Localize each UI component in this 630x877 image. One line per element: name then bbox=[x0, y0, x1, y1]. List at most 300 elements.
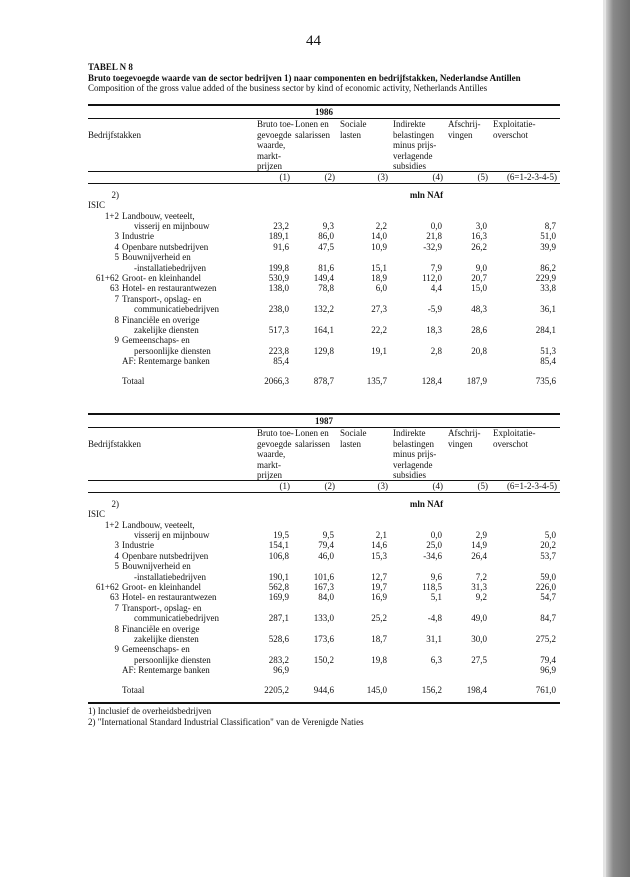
total-value: 2205,2 bbox=[264, 684, 289, 695]
cell-value bbox=[255, 561, 293, 571]
table-row bbox=[88, 221, 560, 231]
cell-value: 2,9 bbox=[475, 529, 487, 540]
total-row bbox=[88, 376, 560, 386]
cell-value: 19,1 bbox=[371, 345, 387, 356]
cell-value bbox=[293, 356, 338, 366]
column-header bbox=[491, 470, 560, 481]
cell-value: 275,2 bbox=[535, 634, 556, 645]
activity-label: -installatiebedrijven bbox=[134, 571, 206, 582]
total-label: Totaal bbox=[122, 684, 145, 695]
cell-value: 51,0 bbox=[540, 231, 556, 242]
column-number: (3) bbox=[338, 481, 391, 492]
activity-label: Industrie bbox=[122, 231, 154, 242]
column-header bbox=[491, 151, 560, 161]
cell-value: 39,9 bbox=[540, 241, 556, 252]
column-header bbox=[293, 449, 338, 459]
activity-label: Transport-, opslag- en bbox=[122, 602, 202, 613]
cell-value: 284,1 bbox=[535, 325, 556, 336]
column-header: verlagende bbox=[393, 459, 433, 470]
cell-value: 49,0 bbox=[471, 613, 487, 624]
row-header-label: Bedrijfstakken bbox=[88, 438, 141, 449]
cell-value: 20,2 bbox=[540, 540, 556, 551]
cell-value: 149,4 bbox=[313, 273, 334, 284]
isic-code bbox=[88, 634, 122, 644]
cell-value: 16,9 bbox=[371, 592, 387, 603]
column-header: belastingen bbox=[393, 129, 434, 140]
column-number: (5) bbox=[446, 172, 491, 183]
total-value: 761,0 bbox=[535, 684, 556, 695]
table-row bbox=[88, 294, 560, 304]
column-header bbox=[446, 460, 491, 470]
cell-value: 96,9 bbox=[540, 665, 556, 676]
cell-value: 229,9 bbox=[535, 273, 556, 284]
isic-code bbox=[88, 655, 122, 665]
spacer bbox=[88, 376, 122, 386]
cell-value: 84,7 bbox=[540, 613, 556, 624]
spacer bbox=[88, 676, 560, 685]
activity-label: Landbouw, veeteelt, bbox=[122, 210, 195, 221]
column-header: gevoegde bbox=[257, 129, 292, 140]
table-1987 bbox=[88, 413, 560, 695]
activity-label: communicatiebedrijven bbox=[134, 613, 219, 624]
cell-value: 31,1 bbox=[426, 634, 442, 645]
isic-code: 61+62 bbox=[95, 582, 119, 593]
row-header-label bbox=[88, 428, 255, 439]
table-row bbox=[88, 273, 560, 283]
page-number: 44 bbox=[306, 33, 321, 49]
cell-value bbox=[338, 211, 391, 221]
column-header bbox=[446, 449, 491, 459]
cell-value: 517,3 bbox=[268, 325, 289, 336]
cell-value: -5,9 bbox=[427, 304, 442, 315]
isic-label: ISIC bbox=[88, 509, 106, 520]
cell-value bbox=[255, 624, 293, 634]
table-heading bbox=[88, 62, 521, 94]
column-header bbox=[293, 140, 338, 150]
column-header: subsidies bbox=[393, 160, 427, 171]
column-header: Afschrij- bbox=[448, 119, 481, 130]
table-row bbox=[88, 582, 560, 592]
column-header bbox=[446, 470, 491, 481]
cell-value: 167,3 bbox=[313, 582, 334, 593]
column-header bbox=[293, 470, 338, 481]
activity-label: Groot- en kleinhandel bbox=[122, 582, 201, 593]
cell-value: 0,0 bbox=[430, 529, 442, 540]
cell-value: 9,0 bbox=[475, 262, 487, 273]
table-row bbox=[88, 211, 560, 221]
cell-value bbox=[338, 520, 391, 530]
cell-value bbox=[255, 252, 293, 262]
column-number-row bbox=[88, 172, 560, 183]
spacer bbox=[88, 481, 255, 492]
cell-value: 19,8 bbox=[371, 654, 387, 665]
year-row bbox=[88, 414, 560, 428]
table-row bbox=[88, 520, 560, 530]
cell-value: 129,8 bbox=[313, 345, 334, 356]
column-header bbox=[491, 140, 560, 150]
cell-value: 25,0 bbox=[426, 540, 442, 551]
isic-row bbox=[88, 200, 560, 210]
row-header-label bbox=[88, 449, 255, 459]
isic-row bbox=[88, 509, 560, 519]
cell-value: 7,9 bbox=[430, 262, 442, 273]
cell-value: -34,6 bbox=[423, 550, 442, 561]
table-row bbox=[88, 592, 560, 602]
row-header-label bbox=[88, 460, 255, 470]
column-header: verlagende bbox=[393, 150, 433, 161]
title-english: Composition of the gross value added of the business sector by kind of economic activity, Netherlands Antilles bbox=[88, 83, 488, 93]
isic-code: 9 bbox=[114, 335, 119, 346]
cell-value: 54,7 bbox=[540, 592, 556, 603]
cell-value: 164,1 bbox=[313, 325, 334, 336]
footnote-marker: 2) bbox=[111, 189, 119, 200]
cell-value: 223,8 bbox=[268, 345, 289, 356]
footnotes bbox=[88, 702, 560, 727]
cell-value: 23,2 bbox=[273, 220, 289, 231]
isic-code bbox=[88, 665, 122, 675]
activity-label: Landbouw, veeteelt, bbox=[122, 519, 195, 530]
cell-value: 86,0 bbox=[318, 231, 334, 242]
cell-value: 19,5 bbox=[273, 529, 289, 540]
data-table bbox=[88, 413, 560, 695]
cell-value: 36,1 bbox=[540, 304, 556, 315]
column-header bbox=[293, 151, 338, 161]
header-row bbox=[88, 439, 560, 449]
cell-value bbox=[391, 520, 446, 530]
table-row bbox=[88, 315, 560, 325]
cell-value bbox=[255, 603, 293, 613]
cell-value: 18,7 bbox=[371, 634, 387, 645]
column-header bbox=[293, 460, 338, 470]
cell-value bbox=[391, 315, 446, 325]
isic-code bbox=[88, 530, 122, 540]
cell-value bbox=[255, 315, 293, 325]
cell-value bbox=[255, 294, 293, 304]
cell-value: 79,4 bbox=[540, 654, 556, 665]
cell-value: 30,0 bbox=[471, 634, 487, 645]
column-header: Exploitatie- bbox=[493, 119, 536, 130]
isic-code: 4 bbox=[114, 550, 119, 561]
column-number: (2) bbox=[293, 481, 338, 492]
column-header bbox=[338, 140, 391, 150]
activity-label: Openbare nutsbedrijven bbox=[122, 550, 209, 561]
cell-value bbox=[338, 335, 391, 345]
cell-value: 169,9 bbox=[268, 592, 289, 603]
cell-value bbox=[391, 665, 446, 675]
cell-value bbox=[391, 294, 446, 304]
column-header: prijzen bbox=[257, 469, 282, 480]
column-header bbox=[491, 449, 560, 459]
column-header: gevoegde bbox=[257, 438, 292, 449]
column-number: (6=1-2-3-4-5) bbox=[491, 172, 560, 183]
isic-code: 5 bbox=[114, 252, 119, 263]
table-row bbox=[88, 252, 560, 262]
cell-value bbox=[255, 520, 293, 530]
activity-label: AF: Rentemarge banken bbox=[122, 665, 210, 676]
cell-value: 15,3 bbox=[371, 550, 387, 561]
activity-label: Financiële en overige bbox=[122, 314, 200, 325]
cell-value bbox=[391, 624, 446, 634]
column-header: Indirekte bbox=[393, 119, 426, 130]
isic-code bbox=[88, 346, 122, 356]
table-row bbox=[88, 624, 560, 634]
cell-value bbox=[491, 252, 560, 262]
cell-value: 81,6 bbox=[318, 262, 334, 273]
cell-value bbox=[446, 335, 491, 345]
column-number: (1) bbox=[255, 481, 293, 492]
cell-value: 85,4 bbox=[273, 356, 289, 367]
isic-code bbox=[88, 304, 122, 314]
cell-value: 15,1 bbox=[371, 262, 387, 273]
spacer-row bbox=[88, 676, 560, 685]
cell-value: 8,7 bbox=[544, 220, 556, 231]
table-row bbox=[88, 551, 560, 561]
column-header: markt- bbox=[257, 459, 281, 470]
activity-label: Bouwnijverheid en bbox=[122, 561, 191, 572]
cell-value: 5,0 bbox=[544, 529, 556, 540]
activity-label: Openbare nutsbedrijven bbox=[122, 241, 209, 252]
isic-code bbox=[88, 356, 122, 366]
cell-value bbox=[293, 561, 338, 571]
header-row bbox=[88, 161, 560, 172]
cell-value bbox=[446, 356, 491, 366]
cell-value bbox=[446, 561, 491, 571]
year-label: 1987 bbox=[88, 414, 560, 428]
table-1986 bbox=[88, 104, 560, 386]
spacer bbox=[88, 685, 122, 695]
cell-value: 6,3 bbox=[430, 654, 442, 665]
cell-value bbox=[338, 252, 391, 262]
cell-value: 154,1 bbox=[268, 540, 289, 551]
total-value: 198,4 bbox=[466, 684, 487, 695]
table-row bbox=[88, 356, 560, 366]
cell-value bbox=[491, 561, 560, 571]
cell-value: -4,8 bbox=[427, 613, 442, 624]
activity-label: AF: Rentemarge banken bbox=[122, 356, 210, 367]
cell-value bbox=[491, 211, 560, 221]
isic-code: 5 bbox=[114, 561, 119, 572]
table-row bbox=[88, 530, 560, 540]
cell-value: 132,2 bbox=[313, 304, 334, 315]
cell-value bbox=[338, 294, 391, 304]
table-row bbox=[88, 263, 560, 273]
cell-value: 46,0 bbox=[318, 550, 334, 561]
table-label: TABEL N 8 bbox=[88, 62, 133, 72]
table-row bbox=[88, 655, 560, 665]
cell-value: 6,0 bbox=[375, 283, 387, 294]
column-number: (6=1-2-3-4-5) bbox=[491, 481, 560, 492]
column-header: Exploitatie- bbox=[493, 428, 536, 439]
column-header bbox=[446, 140, 491, 150]
cell-value: 9,3 bbox=[322, 220, 334, 231]
footnote-2: 2) "International Standard Industrial Classification" van de Verenigde Naties bbox=[88, 716, 364, 727]
cell-value bbox=[446, 665, 491, 675]
activity-label: Gemeenschaps- en bbox=[122, 335, 190, 346]
cell-value: 199,8 bbox=[268, 262, 289, 273]
cell-value bbox=[491, 294, 560, 304]
column-header: salarissen bbox=[295, 129, 330, 140]
cell-value: 26,4 bbox=[471, 550, 487, 561]
spacer bbox=[88, 367, 560, 376]
cell-value bbox=[491, 603, 560, 613]
unit-row bbox=[88, 499, 560, 509]
activity-label: Industrie bbox=[122, 540, 154, 551]
cell-value: 190,1 bbox=[268, 571, 289, 582]
header-row bbox=[88, 460, 560, 470]
cell-value bbox=[446, 603, 491, 613]
cell-value: 22,2 bbox=[371, 325, 387, 336]
isic-code bbox=[88, 613, 122, 623]
cell-value bbox=[293, 603, 338, 613]
row-header-label bbox=[88, 161, 255, 172]
isic-code: 3 bbox=[114, 540, 119, 551]
isic-code: 1+2 bbox=[104, 210, 119, 221]
column-header: Bruto toe- bbox=[257, 428, 294, 439]
title-dutch: Bruto toegevoegde waarde van de sector bedrijven 1) naar componenten en bedrijfstakken, Nederlandse Antillen bbox=[88, 72, 521, 83]
isic-code: 63 bbox=[110, 283, 119, 294]
year-label: 1986 bbox=[88, 105, 560, 119]
cell-value: 16,3 bbox=[471, 231, 487, 242]
cell-value: 18,9 bbox=[371, 273, 387, 284]
cell-value: 9,5 bbox=[322, 529, 334, 540]
isic-code: 3 bbox=[114, 231, 119, 242]
activity-label: Hotel- en restaurantwezen bbox=[122, 592, 217, 603]
cell-value: 562,8 bbox=[268, 582, 289, 593]
column-number: (4) bbox=[391, 172, 446, 183]
cell-value: 85,4 bbox=[540, 356, 556, 367]
isic-code: 63 bbox=[110, 592, 119, 603]
cell-value: 21,8 bbox=[426, 231, 442, 242]
total-value: 187,9 bbox=[466, 375, 487, 386]
column-header bbox=[446, 161, 491, 172]
cell-value bbox=[491, 315, 560, 325]
cell-value: 7,2 bbox=[475, 571, 487, 582]
cell-value: 10,9 bbox=[371, 241, 387, 252]
column-header: overschot bbox=[493, 438, 528, 449]
isic-code: 1+2 bbox=[104, 519, 119, 530]
cell-value: 51,3 bbox=[540, 345, 556, 356]
table-row bbox=[88, 304, 560, 314]
column-header bbox=[338, 460, 391, 470]
cell-value: 138,0 bbox=[268, 283, 289, 294]
row-header-label: Bedrijfstakken bbox=[88, 129, 141, 140]
cell-value: 3,0 bbox=[475, 220, 487, 231]
cell-value: 5,1 bbox=[430, 592, 442, 603]
cell-value bbox=[293, 315, 338, 325]
cell-value bbox=[293, 294, 338, 304]
total-row bbox=[88, 685, 560, 695]
column-header: markt- bbox=[257, 150, 281, 161]
cell-value bbox=[338, 624, 391, 634]
column-header bbox=[491, 460, 560, 470]
isic-code bbox=[88, 572, 122, 582]
cell-value bbox=[255, 211, 293, 221]
table-row bbox=[88, 325, 560, 335]
cell-value: 283,2 bbox=[268, 654, 289, 665]
cell-value bbox=[338, 665, 391, 675]
cell-value bbox=[255, 644, 293, 654]
column-header: Bruto toe- bbox=[257, 119, 294, 130]
cell-value: 18,3 bbox=[426, 325, 442, 336]
activity-label: visserij en mijnbouw bbox=[134, 220, 210, 231]
table-row bbox=[88, 634, 560, 644]
cell-value bbox=[391, 252, 446, 262]
cell-value: 25,2 bbox=[371, 613, 387, 624]
cell-value bbox=[255, 335, 293, 345]
header-row bbox=[88, 151, 560, 161]
total-value: 128,4 bbox=[421, 375, 442, 386]
activity-label: zakelijke diensten bbox=[134, 325, 199, 336]
cell-value: 189,1 bbox=[268, 231, 289, 242]
cell-value: 133,0 bbox=[313, 613, 334, 624]
cell-value: 96,9 bbox=[273, 665, 289, 676]
cell-value bbox=[491, 644, 560, 654]
column-header: Lonen en bbox=[295, 428, 329, 439]
activity-label: persoonlijke diensten bbox=[134, 345, 211, 356]
activity-label: communicatiebedrijven bbox=[134, 304, 219, 315]
table-row bbox=[88, 335, 560, 345]
cell-value: 59,0 bbox=[540, 571, 556, 582]
total-value: 878,7 bbox=[313, 375, 334, 386]
cell-value: 150,2 bbox=[313, 654, 334, 665]
footnote-marker: 2) bbox=[111, 498, 119, 509]
column-header bbox=[446, 151, 491, 161]
isic-code: 8 bbox=[114, 314, 119, 325]
activity-label: Hotel- en restaurantwezen bbox=[122, 283, 217, 294]
cell-value bbox=[491, 520, 560, 530]
cell-value: 173,6 bbox=[313, 634, 334, 645]
column-header bbox=[338, 151, 391, 161]
cell-value bbox=[446, 624, 491, 634]
cell-value bbox=[338, 315, 391, 325]
column-number: (1) bbox=[255, 172, 293, 183]
cell-value bbox=[391, 603, 446, 613]
cell-value bbox=[338, 561, 391, 571]
cell-value: 14,9 bbox=[471, 540, 487, 551]
isic-code: 8 bbox=[114, 623, 119, 634]
activity-label: visserij en mijnbouw bbox=[134, 529, 210, 540]
spacer bbox=[122, 190, 293, 200]
cell-value: 27,5 bbox=[471, 654, 487, 665]
column-header: prijzen bbox=[257, 160, 282, 171]
cell-value: 118,5 bbox=[422, 582, 442, 593]
cell-value bbox=[491, 335, 560, 345]
cell-value bbox=[446, 294, 491, 304]
header-row bbox=[88, 470, 560, 481]
column-header: vingen bbox=[448, 438, 473, 449]
cell-value: 27,3 bbox=[371, 304, 387, 315]
column-header bbox=[491, 161, 560, 172]
spacer-row bbox=[88, 367, 560, 376]
year-row bbox=[88, 105, 560, 119]
cell-value bbox=[446, 315, 491, 325]
column-number: (5) bbox=[446, 481, 491, 492]
cell-value bbox=[491, 624, 560, 634]
column-header bbox=[293, 161, 338, 172]
cell-value: 2,8 bbox=[430, 345, 442, 356]
column-header: Sociale bbox=[340, 119, 367, 130]
table-row bbox=[88, 540, 560, 550]
column-header: vingen bbox=[448, 129, 473, 140]
cell-value bbox=[446, 520, 491, 530]
total-value: 135,7 bbox=[366, 375, 387, 386]
cell-value: 530,9 bbox=[268, 273, 289, 284]
column-header: subsidies bbox=[393, 469, 427, 480]
isic-code: 9 bbox=[114, 644, 119, 655]
cell-value bbox=[446, 252, 491, 262]
cell-value: 2,2 bbox=[375, 220, 387, 231]
cell-value: 79,4 bbox=[318, 540, 334, 551]
